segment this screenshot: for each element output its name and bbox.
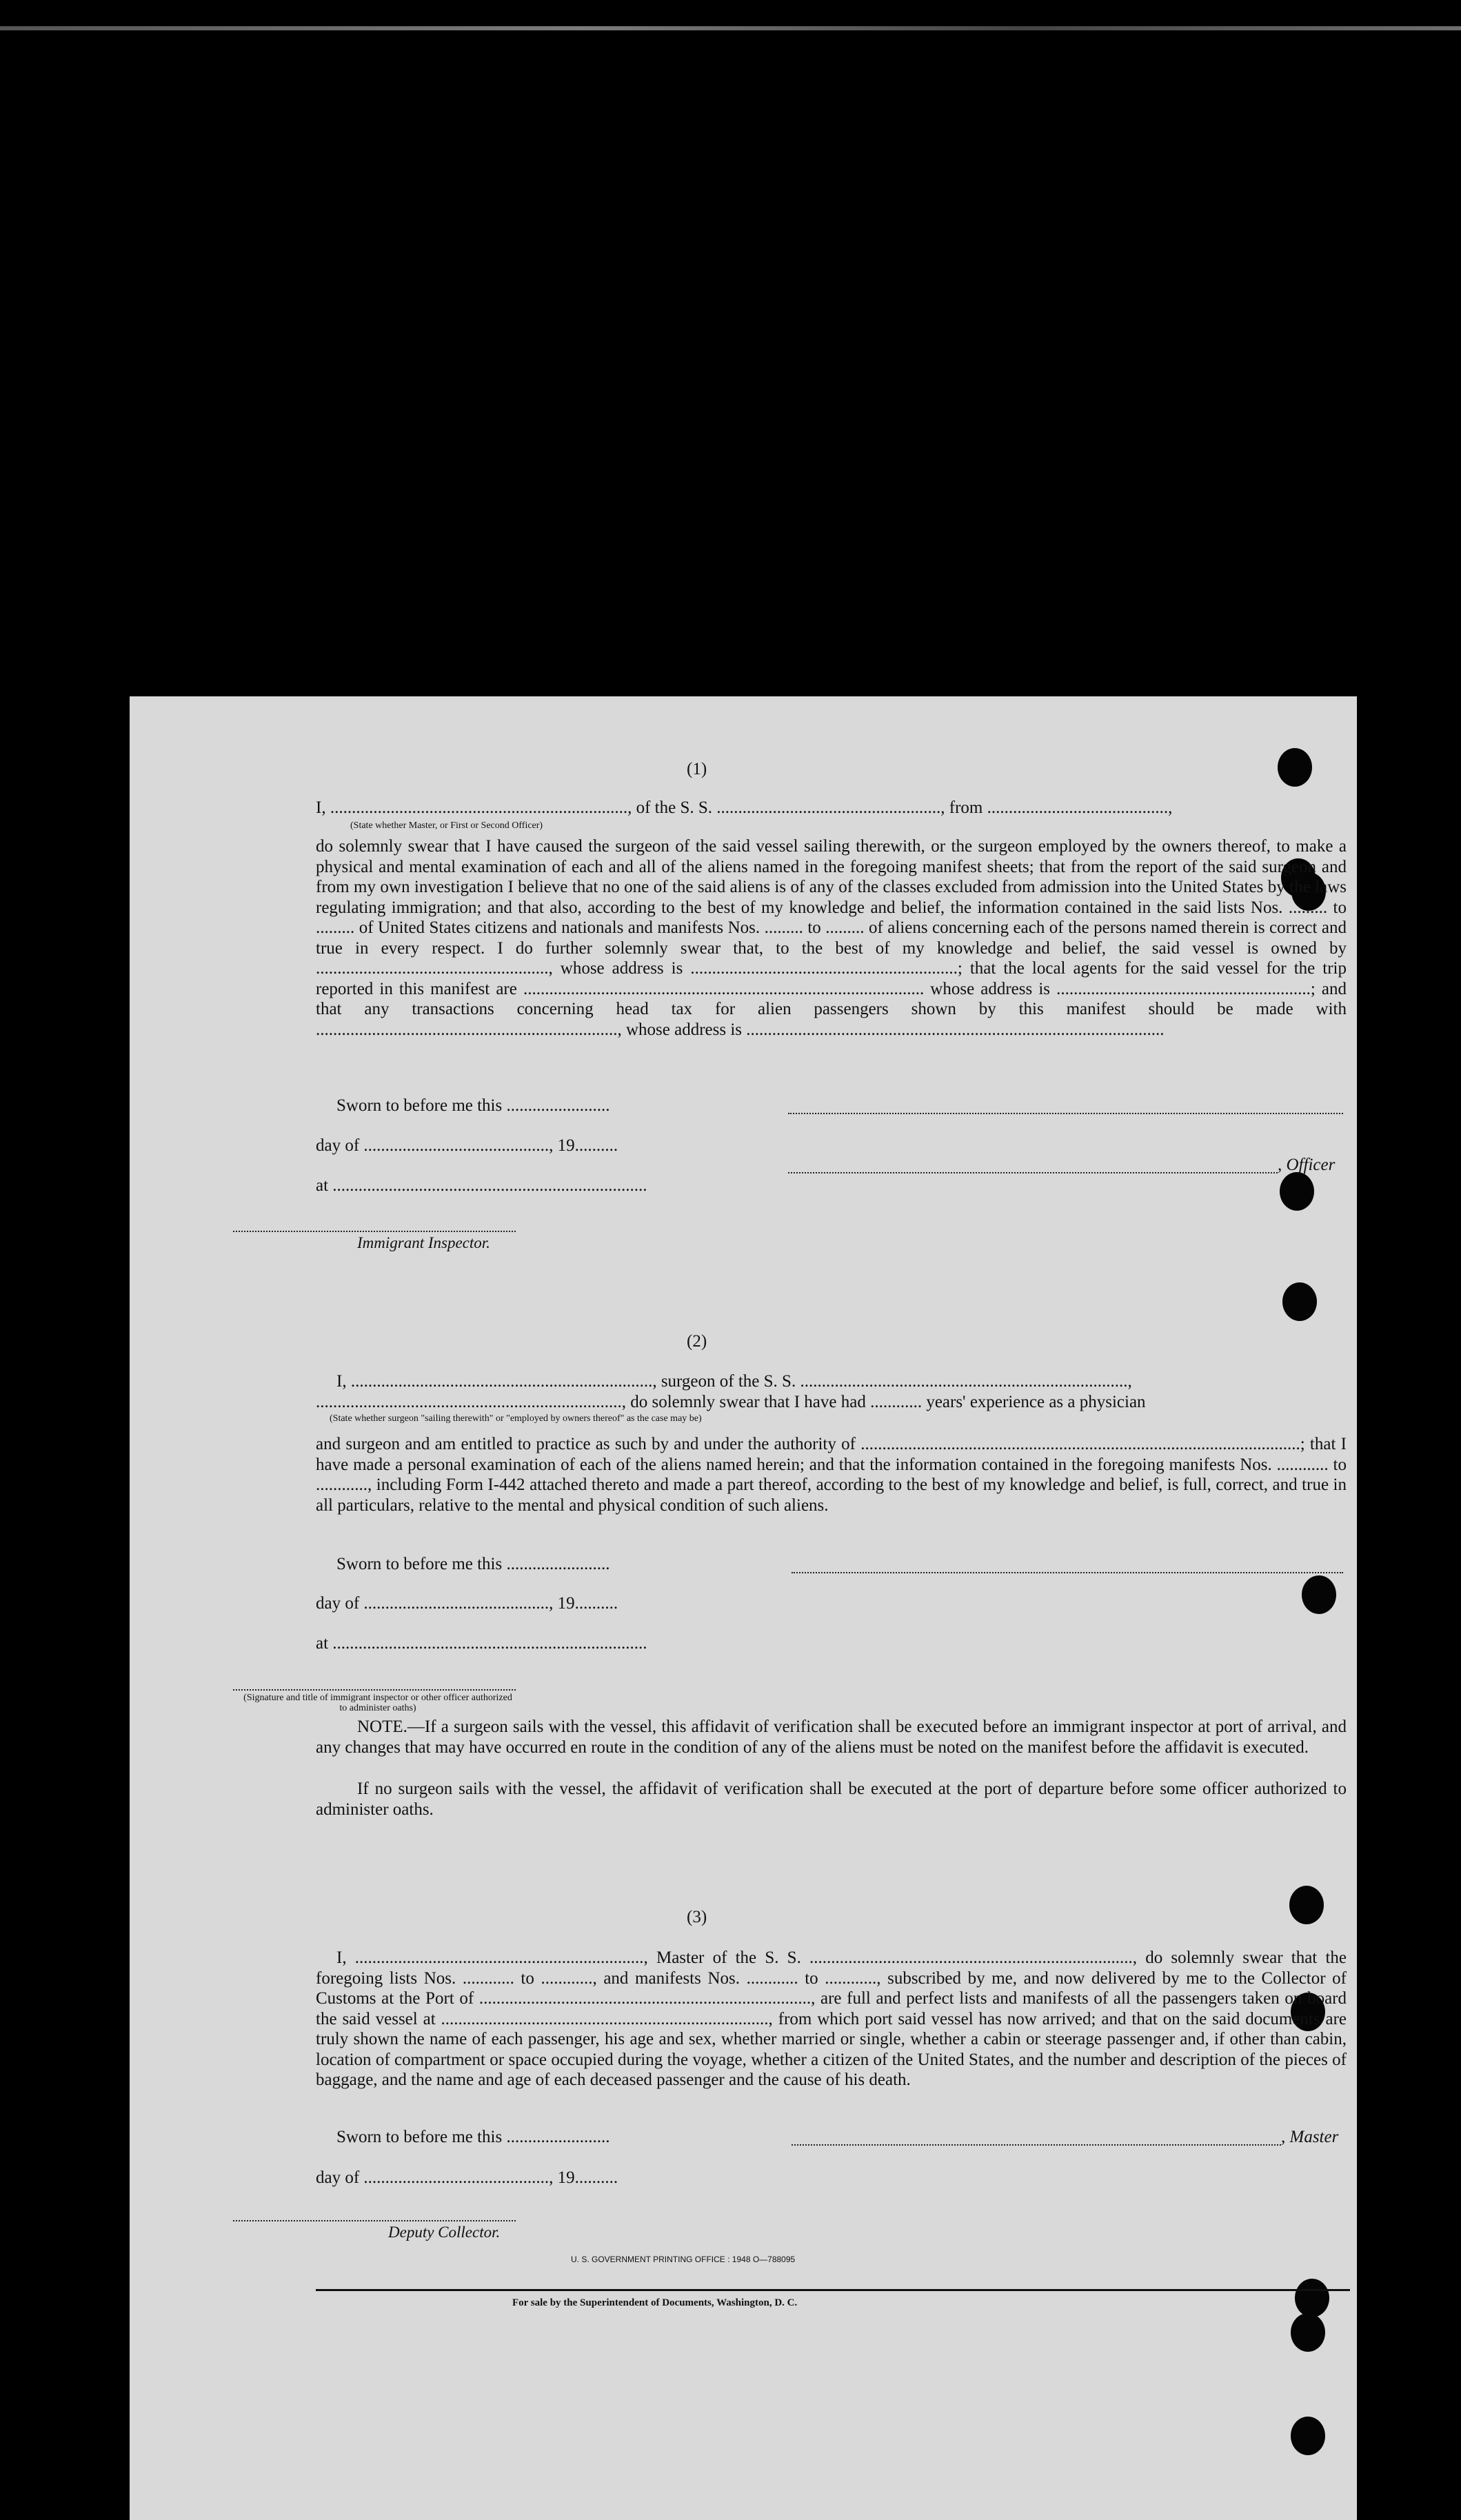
punch-hole xyxy=(1289,1886,1324,1924)
section-1-officer-label: , Officer xyxy=(1278,1156,1336,1174)
punch-hole xyxy=(1291,2313,1325,2352)
section-1-sworn-line: Sworn to before me this ........................ xyxy=(336,1096,610,1115)
section-3-master-line xyxy=(792,2144,1281,2146)
section-2-experience-line: ......................................................................., do solemnly swear that I have had ............ years' experience as a physician xyxy=(316,1393,1146,1411)
section-2-sworn-line: Sworn to before me this ........................ xyxy=(336,1555,610,1573)
section-1-signature-line xyxy=(788,1113,1343,1114)
section-1-inspector-line xyxy=(233,1231,516,1232)
section-3-sworn-line: Sworn to before me this ........................ xyxy=(336,2128,610,2146)
section-1-opening-note: (State whether Master, or First or Second Officer) xyxy=(350,820,543,831)
for-sale-note: For sale by the Superintendent of Documents, Washington, D. C. xyxy=(512,2297,798,2308)
section-2-at-line: at ......................................................................... xyxy=(316,1634,647,1653)
section-2-surgeon-note: (State whether surgeon "sailing therewith" or "employed by owners thereof" as the case may be) xyxy=(330,1413,702,1424)
punch-hole xyxy=(1291,2417,1325,2455)
section-1-officer-line xyxy=(788,1172,1278,1173)
section-2-note-text: NOTE.—If a surgeon sails with the vessel, this affidavit of verification shall be executed before an immigrant inspector at port of arrival, and any changes that may have occurred en route in the condition of any of the aliens must be noted on the manifest before the affidavit is executed. xyxy=(316,1717,1347,1757)
punch-hole xyxy=(1295,2279,1329,2317)
section-3-day-line: day of ..........................................., 19.......... xyxy=(316,2168,618,2187)
section-3-master-label: , Master xyxy=(1281,2128,1339,2146)
section-2-note-continuation: If no surgeon sails with the vessel, the affidavit of verification shall be executed at the port of departure before some officer authorized to administer oaths. xyxy=(316,1780,1347,1819)
scan-edge-line xyxy=(0,26,1461,30)
section-3-number: (3) xyxy=(687,1908,707,1926)
section-2-number: (2) xyxy=(687,1332,707,1351)
section-2-signature-line xyxy=(792,1572,1343,1573)
section-1-day-line: day of ..........................................., 19.......... xyxy=(316,1136,618,1155)
section-2-signature-note: (Signature and title of immigrant inspector or other officer authorized to administer oaths) xyxy=(243,1693,512,1713)
section-3-deputy-label: Deputy Collector. xyxy=(388,2224,501,2241)
section-1-number: (1) xyxy=(687,760,707,778)
section-1-inspector-label: Immigrant Inspector. xyxy=(357,1234,490,1251)
section-1-opening-line: I, ....................................................................., of the S. S. ...................................................., from .........................................., xyxy=(316,798,1173,817)
section-1-oath-text: do solemnly swear that I have caused the surgeon of the said vessel sailing therewith, or the surgeon employed by the owners thereof, to make a physical and mental examination of each and all of the aliens named in the foregoing manifest sheets; that from the report of the said surgeon and from my own investigation I believe that no one of the said aliens is of any of the classes excluded from admission into the United States by the laws regulating immigration; and that also, according to the best of my knowledge and belief, the information contained in the said lists Nos. ......... to ......... of United States citizens and nationals and manifests Nos. ......... to ......... of aliens concerning each of the persons named therein is correct and true in every respect. I do further solemnly swear that, to the best of my knowledge and belief, the said vessel is owned by ......................................................, whose address is ..............................................................; that the local agents for the said vessel for the trip reported in this manifest are ............................................................................................. whose address is ...........................................................; and that any transactions concerning head tax for alien passengers shown by this manifest should be made with ......................................................................, whose address is ................................................................................................. xyxy=(316,837,1347,1039)
printing-office-imprint: U. S. GOVERNMENT PRINTING OFFICE : 1948 O—788095 xyxy=(571,2255,796,2264)
section-3-deputy-line xyxy=(233,2220,516,2221)
punch-hole xyxy=(1302,1575,1336,1614)
section-2-day-line: day of ..........................................., 19.......... xyxy=(316,1594,618,1613)
punch-hole xyxy=(1278,748,1312,787)
section-2-inspector-line xyxy=(233,1689,516,1691)
punch-hole xyxy=(1282,1282,1317,1321)
section-3-oath-text: I, ..................................................................., Master of the S. S. ..........................................................................., do solemnly swear that the foregoing lists Nos. ............ to ............, and manifests Nos. ............ to ............, subscribed by me, and now delivered by me to the Collector of Customs at the Port of ............................................................................., are full and perfect lists and manifests of all the passengers taken on board the said vessel at ............................................................................, from which port said vessel has now arrived; and that on the said documents are truly shown the name of each passenger, his age and sex, whether married or single, whether a cabin or steerage passenger and, if other than cabin, location of compartment or space occupied during the voyage, whether a citizen of the United States, and the number and description of the pieces of baggage, and the name and age of each deceased passenger and the cause of his death. xyxy=(316,1948,1347,2089)
footer-rule xyxy=(316,2289,1350,2291)
manifest-form-page xyxy=(130,696,1357,2520)
punch-hole xyxy=(1280,1172,1314,1211)
section-2-opening-line: I, ......................................................................, surgeon of the S. S. ............................................................................, xyxy=(336,1372,1132,1391)
section-1-at-line: at ......................................................................... xyxy=(316,1176,647,1195)
section-2-oath-text: and surgeon and am entitled to practice as such by and under the authority of ......................................................................................................; that I have made a personal examination of each of the aliens named herein; and that the information contained in the foregoing manifests Nos. ............ to ............, including Form I-442 attached thereto and made a part thereof, according to the best of my knowledge and belief, is full, correct, and true in all particulars, relative to the mental and physical condition of such aliens. xyxy=(316,1435,1347,1515)
